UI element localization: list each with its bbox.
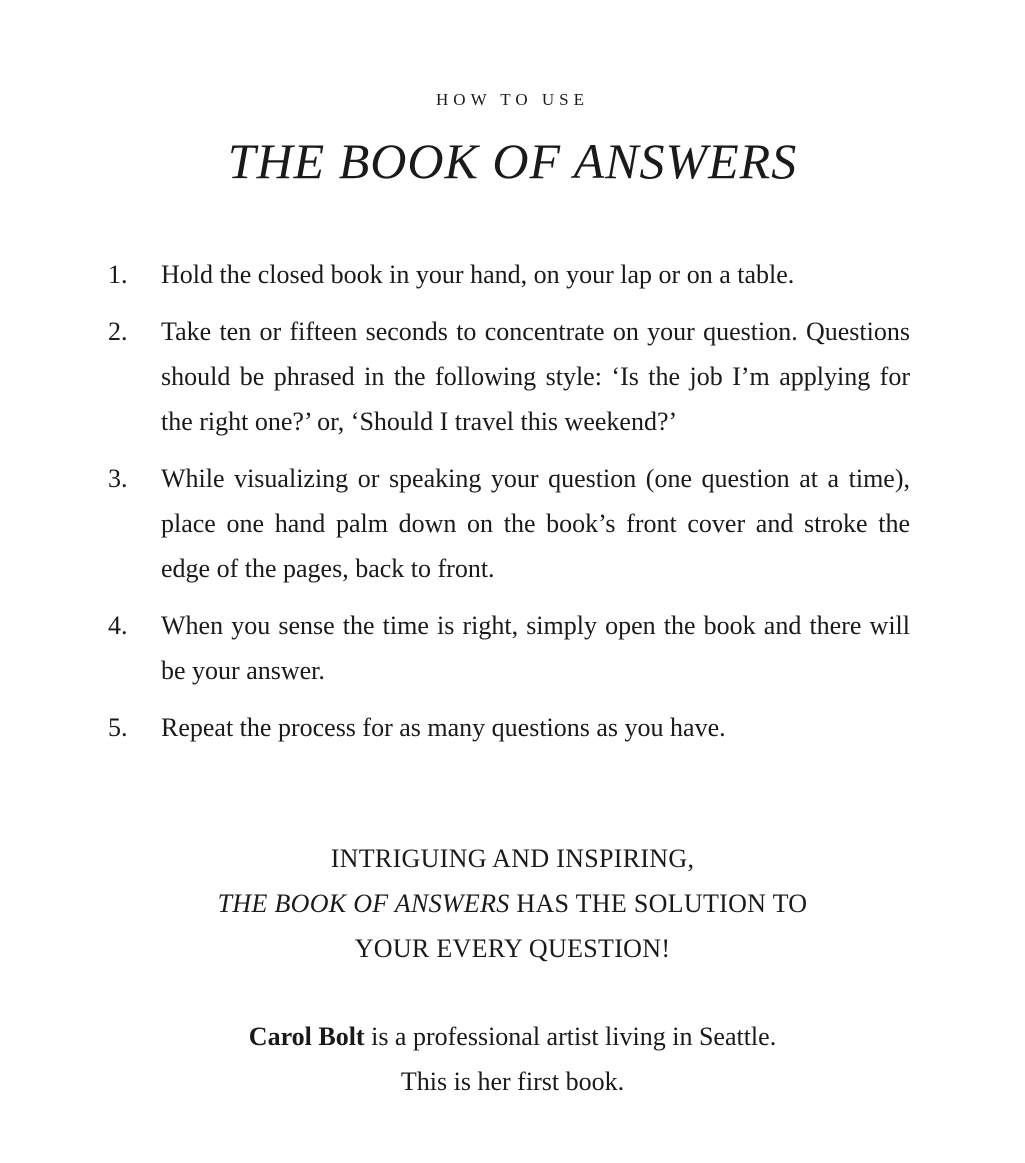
list-item: [108, 309, 910, 444]
step-text: When you sense the time is right, simply open the book and there will be your answer.: [161, 611, 910, 685]
step-number: 2.: [108, 317, 128, 346]
author-name: Carol Bolt: [248, 1022, 365, 1051]
bio-line-1-rest: is a professional artist living in Seattle.: [364, 1022, 777, 1051]
blurb-line-2: [0, 881, 1025, 926]
blurb-line-1: INTRIGUING AND INSPIRING,: [330, 844, 695, 873]
step-text: Hold the closed book in your hand, on your lap or on a table.: [161, 260, 795, 289]
step-text: Repeat the process for as many questions as you have.: [161, 713, 726, 742]
step-text: While visualizing or speaking your question (one question at a time), place one hand palm down on the book’s front cover and stroke the edge of the pages, back to front.: [161, 464, 910, 583]
blurb-line-3: YOUR EVERY QUESTION!: [354, 934, 671, 963]
step-number: 5.: [108, 713, 128, 742]
bio-line-1: [0, 1014, 1025, 1059]
list-item: [108, 252, 910, 297]
list-item: [108, 603, 910, 693]
step-text: Take ten or fifteen seconds to concentrate on your question. Questions should be phrased in the following style: ‘Is the job I’m applying for the right one?’ or, ‘Should I travel this weekend?’: [161, 317, 910, 436]
list-item: [108, 705, 910, 750]
promo-blurb: [0, 836, 1025, 971]
step-number: 3.: [108, 464, 128, 493]
step-number: 1.: [108, 260, 128, 289]
list-item: [108, 456, 910, 591]
how-to-use-kicker: HOW TO USE: [436, 90, 589, 109]
page-title: THE BOOK OF ANSWERS: [227, 133, 798, 189]
blurb-book-title: THE BOOK OF ANSWERS: [217, 889, 510, 918]
instructions-list: [108, 252, 910, 762]
blurb-line-2-rest: HAS THE SOLUTION TO: [509, 889, 808, 918]
bio-line-2: This is her first book.: [400, 1067, 625, 1096]
author-bio: [0, 1014, 1025, 1104]
step-number: 4.: [108, 611, 128, 640]
